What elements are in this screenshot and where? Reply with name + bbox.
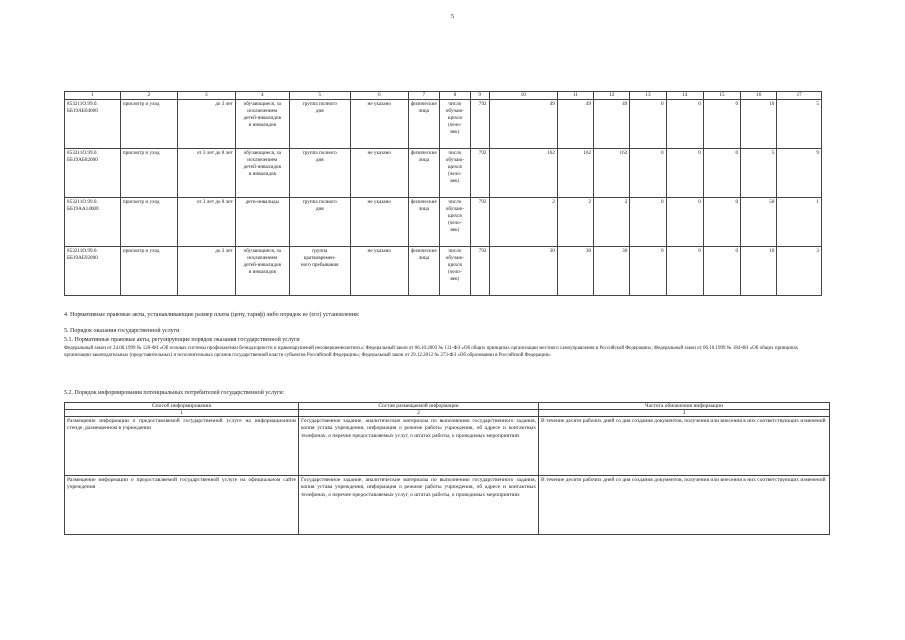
table-cell: 0: [703, 198, 740, 247]
table-cell: 0: [630, 198, 666, 247]
table-cell: 10: [741, 100, 777, 149]
table-cell: 2: [489, 198, 557, 247]
table-cell: 10: [741, 247, 777, 296]
table-row: [65, 100, 822, 149]
table-cell: 853211О.99.0. ББ19АА14000: [65, 198, 121, 247]
table-cell: 162: [489, 149, 557, 198]
column-number: 17: [777, 92, 822, 100]
column-number: 3: [177, 92, 235, 100]
table-cell: число обучаю- щихся (чело- век): [439, 247, 470, 296]
table-cell: 0: [630, 100, 666, 149]
column-number: 12: [594, 92, 630, 100]
table-cell: до 3 лет: [177, 247, 235, 296]
column-number: 15: [703, 92, 740, 100]
table-cell: 792: [470, 198, 489, 247]
column-number: 2: [120, 92, 177, 100]
table-cell: 792: [470, 247, 489, 296]
table-cell: В течение десяти рабочих дней со дня создания документов, получения или внесения в них соответствующих изменений: [539, 417, 830, 476]
table-row: [65, 417, 830, 476]
table-cell: группа полного дня: [289, 198, 350, 247]
table-cell: 0: [703, 247, 740, 296]
table-cell: 30: [594, 247, 630, 296]
table-cell: 30: [557, 247, 593, 296]
table-cell: 853211О.99.0. ББ19АБ82000: [65, 149, 121, 198]
table-cell: 0: [703, 100, 740, 149]
table-cell: от 3 лет до 8 лет: [177, 198, 235, 247]
table-cell: число обучаю- щихся (чело- век): [439, 100, 470, 149]
informing-header-row: [65, 403, 830, 410]
table-cell: Размещение информации о предоставляемой государственной услуге на информационном стенде, размещенном в учреждении: [65, 417, 299, 476]
informing-table: [64, 402, 830, 535]
table-cell: число обучаю- щихся (чело- век): [439, 149, 470, 198]
column-number: 13: [630, 92, 666, 100]
table-cell: число обучаю- щихся (чело- век): [439, 198, 470, 247]
table-cell: присмотр и уход: [120, 198, 177, 247]
table-cell: физические лица: [408, 100, 439, 149]
table-cell: 0: [666, 149, 703, 198]
table-cell: присмотр и уход: [120, 100, 177, 149]
table-cell: 162: [557, 149, 593, 198]
table-cell: 0: [666, 247, 703, 296]
section-5-heading: 5. Порядок оказания государственной услуги: [64, 328, 180, 334]
column-number: 4: [235, 92, 289, 100]
service-volume-table: [64, 91, 822, 296]
column-number: 3: [539, 410, 830, 417]
table-cell: 0: [703, 149, 740, 198]
table-cell: физические лица: [408, 247, 439, 296]
column-number: 5: [289, 92, 350, 100]
table-cell: группа полного дня: [289, 149, 350, 198]
column-number: 14: [666, 92, 703, 100]
table-cell: 0: [666, 198, 703, 247]
table-cell: до 3 лет: [177, 100, 235, 149]
table-row: [65, 198, 822, 247]
table-cell: 792: [470, 149, 489, 198]
table-row: [65, 247, 822, 296]
table-cell: 853211О.99.0. ББ19АБ92000: [65, 247, 121, 296]
table-header-row: [65, 92, 822, 100]
table-cell: 3: [777, 247, 822, 296]
page-number: 5: [451, 14, 454, 20]
table-cell: 50: [741, 198, 777, 247]
column-number: 1: [65, 410, 299, 417]
column-number: 16: [741, 92, 777, 100]
column-heading: Состав размещаемой информации: [299, 403, 539, 410]
table-cell: Государственное задание, аналитические материалы по выполнению государственного задания, копия устава учреждения, информация о режиме работы учреждения, об адресе и контактных телефонах, о перечне предоставляемых услуг, о штатах работы, о проводимых мероприятиях: [299, 476, 539, 535]
table-cell: 2: [557, 198, 593, 247]
table-cell: Государственное задание, аналитические материалы по выполнению государственного задания, копия устава учреждения, информация о режиме работы учреждения, об адресе и контактных телефонах, о перечне предоставляемых услуг, о штатах работы, о проводимых мероприятиях: [299, 417, 539, 476]
column-number: 9: [470, 92, 489, 100]
table-cell: присмотр и уход: [120, 149, 177, 198]
table-cell: присмотр и уход: [120, 247, 177, 296]
column-number: 6: [350, 92, 408, 100]
table-cell: 0: [630, 149, 666, 198]
column-number: 7: [408, 92, 439, 100]
table-cell: 0: [666, 100, 703, 149]
table-cell: обучающиеся, за исключением детей-инвалидов и инвалидов: [235, 100, 289, 149]
table-cell: 853211О.99.0. ББ19АБ04000: [65, 100, 121, 149]
table-cell: группа полного дня: [289, 100, 350, 149]
table-cell: 49: [557, 100, 593, 149]
column-number: 2: [299, 410, 539, 417]
table-cell: 49: [594, 100, 630, 149]
table-cell: группа кратковремен- ного пребывания: [289, 247, 350, 296]
table-cell: 1: [777, 198, 822, 247]
table-cell: 2: [594, 198, 630, 247]
table-cell: В течение десяти рабочих дней со дня создания документов, получения или внесения в них соответствующих изменений: [539, 476, 830, 535]
table-cell: Размещение информации о предоставляемой государственной услуге на официальном сайте учреждения: [65, 476, 299, 535]
column-number: 11: [557, 92, 593, 100]
section-5-1-heading: 5.1. Нормативные правовые акты, регулирующие порядок оказания государственной услуги: [64, 337, 300, 343]
table-cell: 30: [489, 247, 557, 296]
table-cell: не указано: [350, 247, 408, 296]
table-row: [65, 149, 822, 198]
table-cell: 9: [777, 149, 822, 198]
column-number: 1: [65, 92, 121, 100]
table-cell: физические лица: [408, 149, 439, 198]
table-cell: не указано: [350, 100, 408, 149]
table-cell: 162: [594, 149, 630, 198]
table-cell: 792: [470, 100, 489, 149]
table-cell: 5: [777, 100, 822, 149]
informing-number-row: [65, 410, 830, 417]
table-cell: 5: [741, 149, 777, 198]
section-4-heading: 4. Нормативные правовые акты, устанавливающие размер платы (цену, тариф) либо порядок ее (его) установления:: [64, 312, 360, 318]
table-cell: обучающиеся, за исключением детей-инвалидов и инвалидов: [235, 247, 289, 296]
section-5-2-heading: 5.2. Порядок информирования потенциальных потребителей государственной услуги:: [64, 390, 285, 396]
table-cell: от 3 лет до 8 лет: [177, 149, 235, 198]
table-cell: 0: [630, 247, 666, 296]
table-row: [65, 476, 830, 535]
column-number: 10: [489, 92, 557, 100]
column-number: 8: [439, 92, 470, 100]
table-cell: 49: [489, 100, 557, 149]
table-cell: не указано: [350, 149, 408, 198]
table-cell: не указано: [350, 198, 408, 247]
table-cell: обучающиеся, за исключением детей-инвалидов и инвалидов: [235, 149, 289, 198]
column-heading: Способ информирования: [65, 403, 299, 410]
section-5-1-text: Федеральный закон от 24.06.1999 № 120-ФЗ «Об основах системы профилактики безнадзорности и правонарушений несовершеннолетних»; Федеральный закон от 06.10.2003 № 131-ФЗ «Об общих принципах организации местного самоуправления в Российской Федерации»; Федеральный закон от 06.10.1999 № 184-ФЗ «Об общих принципах организации законодательных (представительных) и исполнительных органов государственной власти субъектов Российской Федерации»; Федеральный закон от 29.12.2012 № 273-ФЗ «Об образовании в Российской Федерации»: [64, 346, 799, 359]
column-heading: Частота обновления информации: [539, 403, 830, 410]
table-cell: дети-инвалиды: [235, 198, 289, 247]
table-cell: физические лица: [408, 198, 439, 247]
